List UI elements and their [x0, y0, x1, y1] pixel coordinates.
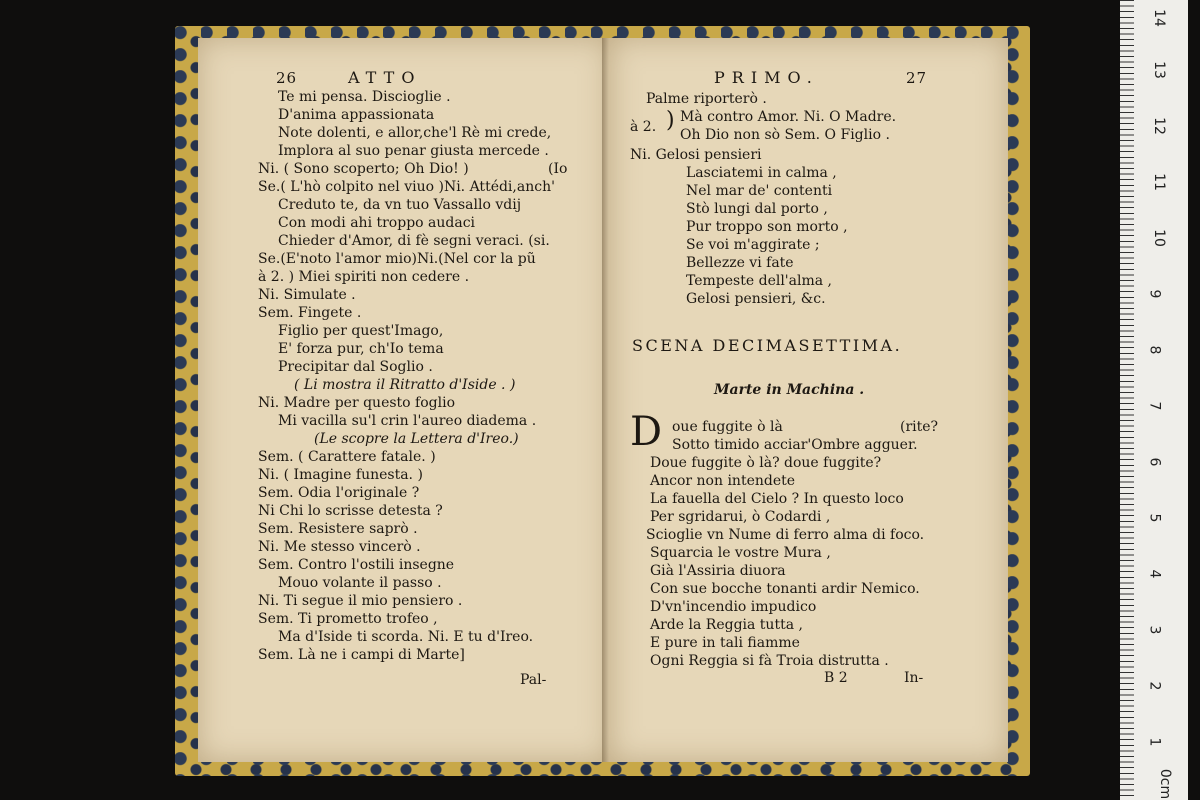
ruler-label: 8	[1146, 345, 1163, 355]
text-line: Palme riporterò .	[646, 91, 767, 107]
text-line: Lasciatemi in calma ,	[686, 165, 837, 181]
stage-direction: Marte in Machina .	[714, 382, 865, 398]
text-line: à 2. ) Miei spiriti non cedere .	[258, 269, 470, 285]
text-line: Ni. ( Sono scoperto; Oh Dio! )	[258, 161, 469, 177]
text-line: Stò lungi dal porto ,	[686, 201, 828, 217]
a2-label: à 2.	[630, 119, 657, 135]
text-line: Pur troppo son morto ,	[686, 219, 848, 235]
text-line: Sem. Là ne i campi di Marte]	[258, 647, 465, 663]
ruler-label: 14	[1150, 9, 1167, 27]
text-line: E' forza pur, ch'Io tema	[278, 341, 444, 357]
left-page-number: 26	[276, 69, 298, 87]
text-line: oue fuggite ò là	[672, 419, 783, 435]
text-line: Ni. Gelosi pensieri	[630, 147, 762, 163]
text-line: Bellezze vi fate	[686, 255, 794, 271]
text-line: Creduto te, da vn tuo Vassallo vdij	[278, 197, 522, 213]
text-line: Precipitar dal Soglio .	[278, 359, 433, 375]
text-line: D'anima appassionata	[278, 107, 435, 123]
text-line: Sem. ( Carattere fatale. )	[258, 449, 436, 465]
ruler-label: 4	[1146, 569, 1163, 579]
text-line: Nel mar de' contenti	[686, 183, 833, 199]
stage-direction: (Le scopre la Lettera d'Ireo.)	[314, 431, 519, 447]
text-line: Ancor non intendete	[650, 473, 796, 489]
text-line: Arde la Reggia tutta ,	[650, 617, 803, 633]
ruler-label: 5	[1146, 513, 1163, 523]
left-page	[198, 38, 610, 762]
text-line: Ni. ( Imagine funesta. )	[258, 467, 423, 483]
text-line: Con modi ahi troppo audaci	[278, 215, 476, 231]
text-line: Ni Chi lo scrisse detesta ?	[258, 503, 443, 519]
text-line: Per sgridarui, ò Codardi ,	[650, 509, 831, 525]
text-line: Con sue bocche tonanti ardir Nemico.	[650, 581, 920, 597]
text-line: La fauella del Cielo ? In questo loco	[650, 491, 904, 507]
text-line: Ni. Madre per questo foglio	[258, 395, 455, 411]
signature-mark: B 2	[824, 670, 848, 686]
right-page	[610, 38, 1008, 762]
text-line: Se voi m'aggirate ;	[686, 237, 820, 253]
text-line: Ma d'Iside ti scorda. Ni. E tu d'Ireo.	[278, 629, 534, 645]
text-line: Sem. Odia l'originale ?	[258, 485, 420, 501]
right-running-head: PRIMO.	[714, 68, 819, 87]
left-running-head: ATTO	[348, 68, 422, 87]
text-line: Sem. Resistere saprò .	[258, 521, 418, 537]
ruler-label: 2	[1146, 681, 1163, 691]
text-line: Oh Dio non sò Sem. O Figlio .	[680, 127, 890, 143]
text-line: Squarcia le vostre Mura ,	[650, 545, 831, 561]
text-line: Chieder d'Amor, di fè segni veraci. (si.	[278, 233, 550, 249]
text-line: Mouo volante il passo .	[278, 575, 442, 591]
text-line: Ogni Reggia si fà Troia distrutta .	[650, 653, 889, 669]
margin-note: (rite?	[900, 419, 939, 435]
text-line: E pure in tali fiamme	[650, 635, 800, 651]
ruler-label: 6	[1146, 457, 1163, 467]
ruler-label: 12	[1150, 117, 1167, 135]
scene-title: SCENA DECIMASETTIMA.	[632, 336, 903, 355]
text-line: Già l'Assiria diuora	[650, 563, 786, 579]
text-line: Gelosi pensieri, &c.	[686, 291, 826, 307]
ruler-label: 13	[1150, 61, 1167, 79]
ruler-label: 3	[1146, 625, 1163, 635]
text-line: D'vn'incendio impudico	[650, 599, 817, 615]
drop-cap: D	[630, 409, 663, 455]
text-line: Sem. Ti prometto trofeo ,	[258, 611, 438, 627]
text-line: Scioglie vn Nume di ferro alma di foco.	[646, 527, 925, 543]
text-line: Figlio per quest'Imago,	[278, 323, 444, 339]
brace-left: )	[666, 108, 675, 133]
text-line: Sotto timido acciar'Ombre agguer.	[672, 437, 918, 453]
text-line: Doue fuggite ò là? doue fuggite?	[650, 455, 882, 471]
text-line: Ni. Me stesso vincerò .	[258, 539, 421, 555]
stage-direction: ( Li mostra il Ritratto d'Iside . )	[294, 377, 516, 393]
text-line: Mà contro Amor. Ni. O Madre.	[680, 109, 897, 125]
text-line: Se.( L'hò colpito nel viuo )Ni. Attédi,anch'	[258, 179, 555, 195]
text-line: Note dolenti, e allor,che'l Rè mi crede,	[278, 125, 552, 141]
text-line: Ni. Simulate .	[258, 287, 356, 303]
ruler-label: 7	[1146, 401, 1163, 411]
text-line: Te mi pensa. Discioglie .	[278, 89, 451, 105]
text-line: Se.(E'noto l'amor mio)Ni.(Nel cor la pũ	[258, 251, 536, 267]
measurement-ruler	[1120, 0, 1188, 800]
text-line: Ni. Ti segue il mio pensiero .	[258, 593, 463, 609]
catchword: In-	[904, 670, 924, 686]
text-line: Tempeste dell'alma ,	[686, 273, 833, 289]
text-line: Sem. Contro l'ostili insegne	[258, 557, 455, 573]
ruler-label: 11	[1150, 173, 1167, 191]
text-line: Implora al suo penar giusta mercede .	[278, 143, 549, 159]
right-page-number: 27	[906, 69, 928, 87]
catchword: Pal-	[520, 672, 547, 688]
margin-note: (Io	[548, 161, 568, 177]
ruler-label: 1	[1146, 737, 1163, 747]
ruler-label: 9	[1146, 289, 1163, 299]
ruler-label: 0cm	[1157, 768, 1174, 800]
text-line: Mi vacilla su'l crin l'aureo diadema .	[278, 413, 537, 429]
text-line: Sem. Fingete .	[258, 305, 362, 321]
ruler-label: 10	[1150, 229, 1167, 247]
